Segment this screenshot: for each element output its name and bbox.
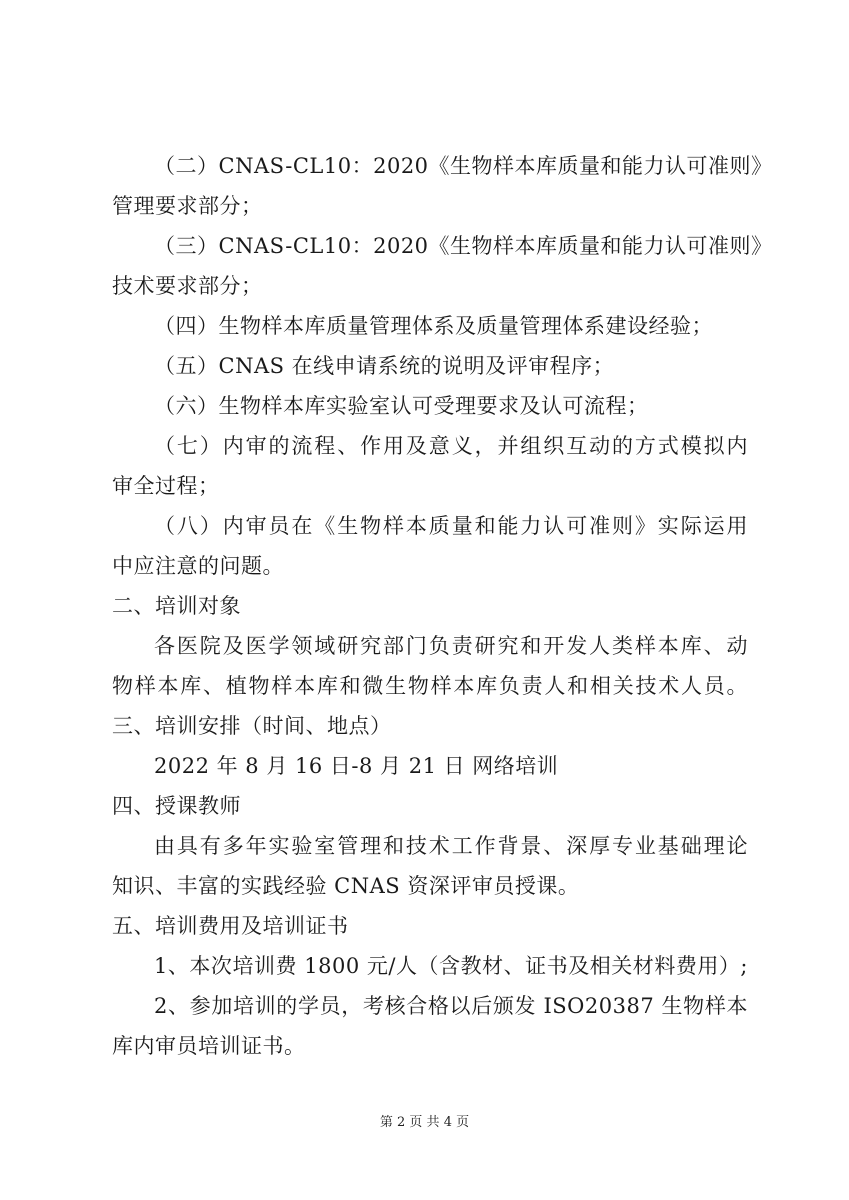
text-line: 1、本次培训费 1800 元/人（含教材、证书及相关材料费用）; — [154, 954, 748, 978]
text-line: 三、培训安排（时间、地点） — [112, 714, 392, 738]
text-line: 2、参加培训的学员，考核合格以后颁发 ISO20387 生物样本 — [154, 994, 748, 1018]
text-line: 管理要求部分； — [112, 194, 263, 218]
text-line: （三）CNAS-CL10：2020《生物样本库质量和能力认可准则》 — [154, 234, 773, 258]
text-line: 审全过程； — [112, 474, 220, 498]
text-line: 各医院及医学领域研究部门负责研究和开发人类样本库、动 — [154, 634, 748, 658]
text-line: （八）内审员在《生物样本质量和能力认可准则》实际运用 — [154, 514, 748, 538]
text-line: 技术要求部分； — [112, 274, 263, 298]
text-line: 库内审员培训证书。 — [112, 1034, 306, 1058]
text-line: 物样本库、植物样本库和微生物样本库负责人和相关技术人员。 — [112, 674, 748, 698]
text-line: 二、培训对象 — [112, 594, 241, 618]
text-line: （四）生物样本库质量管理体系及质量管理体系建设经验； — [154, 314, 713, 338]
text-line: 2022 年 8 月 16 日-8 月 21 日 网络培训 — [154, 754, 559, 778]
text-line: （五）CNAS 在线申请系统的说明及评审程序； — [154, 354, 615, 378]
text-line: （二）CNAS-CL10：2020《生物样本库质量和能力认可准则》 — [154, 154, 773, 178]
text-line: 知识、丰富的实践经验 CNAS 资深评审员授课。 — [112, 874, 580, 898]
page-footer: 第 2 页 共 4 页 — [379, 1115, 470, 1130]
text-line: 五、培训费用及培训证书 — [112, 914, 349, 938]
document-body — [112, 146, 773, 1066]
text-line: 由具有多年实验室管理和技术工作背景、深厚专业基础理论 — [154, 834, 748, 858]
text-line: （六）生物样本库实验室认可受理要求及认可流程； — [154, 394, 649, 418]
text-line: （七）内审的流程、作用及意义，并组织互动的方式模拟内 — [154, 434, 748, 458]
text-line: 四、授课教师 — [112, 794, 241, 818]
text-line: 中应注意的问题。 — [112, 554, 284, 578]
